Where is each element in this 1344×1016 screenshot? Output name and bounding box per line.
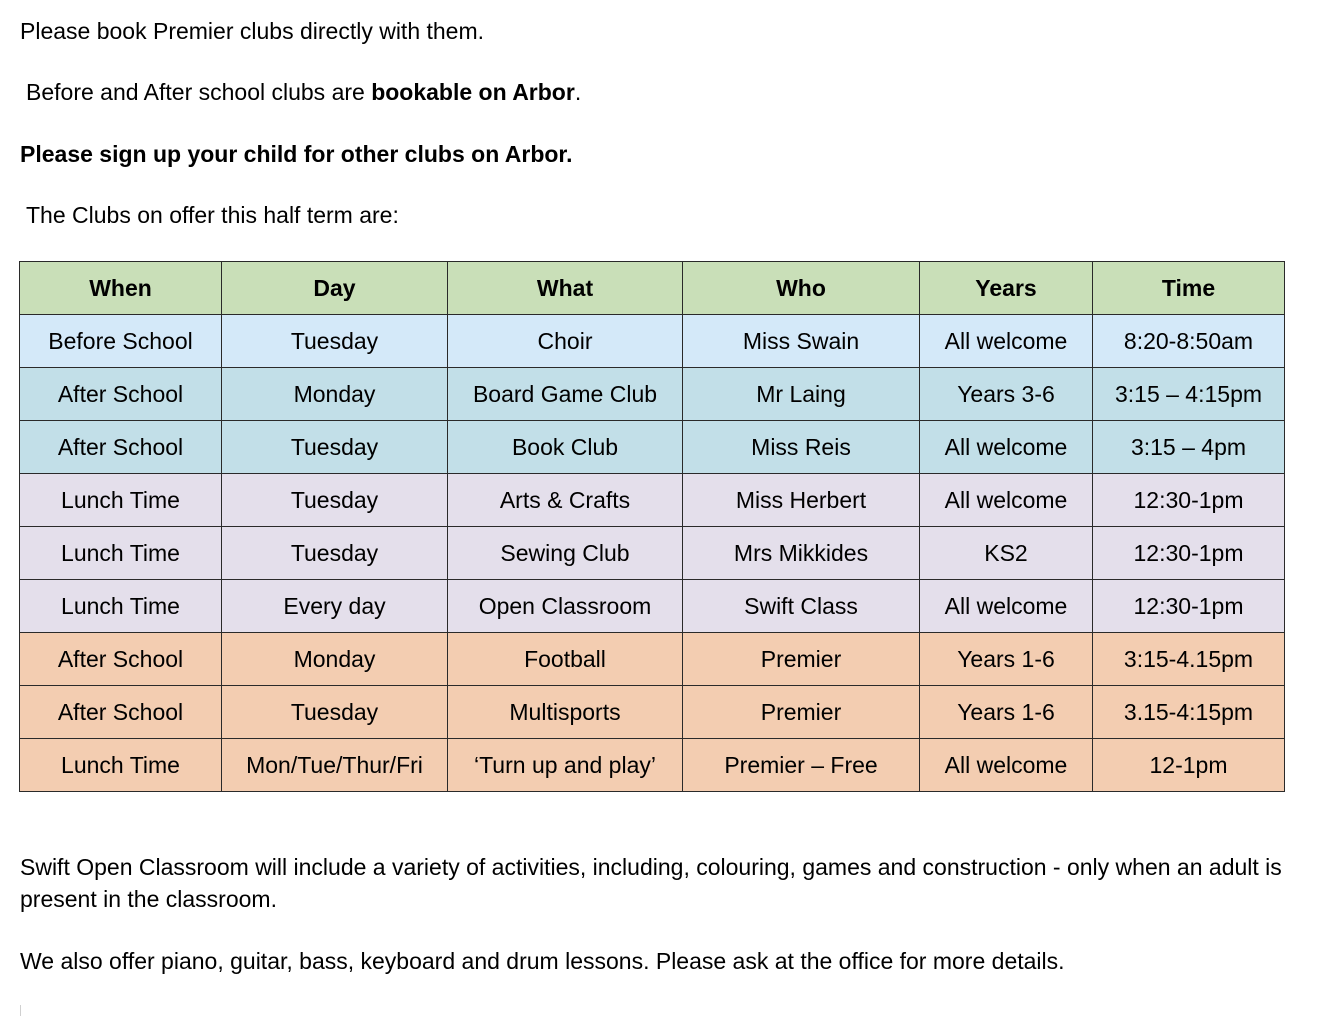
cell-years: All welcome (920, 315, 1093, 368)
header-when: When (20, 262, 222, 315)
cell-when: After School (20, 633, 222, 686)
arbor-booking-note (26, 76, 581, 108)
cell-when: After School (20, 368, 222, 421)
cell-time: 12-1pm (1093, 739, 1285, 792)
header-who: Who (683, 262, 920, 315)
cell-what: Board Game Club (448, 368, 683, 421)
music-lessons-note: We also offer piano, guitar, bass, keyboard and drum lessons. Please ask at the office for more details. (20, 948, 1065, 974)
table-row (20, 474, 1285, 527)
cell-who: Miss Herbert (683, 474, 920, 527)
open-classroom-note: Swift Open Classroom will include a variety of activities, including, colouring, games and construction - only when an adult is present in the classroom. (20, 854, 1282, 912)
cell-day: Mon/Tue/Thur/Fri (222, 739, 448, 792)
cell-day: Tuesday (222, 421, 448, 474)
cell-years: KS2 (920, 527, 1093, 580)
cell-time: 3.15-4:15pm (1093, 686, 1285, 739)
premier-booking-note: Please book Premier clubs directly with them. (20, 18, 485, 44)
cell-who: Premier (683, 686, 920, 739)
cell-what: Choir (448, 315, 683, 368)
cell-who: Mr Laing (683, 368, 920, 421)
cell-time: 12:30-1pm (1093, 474, 1285, 527)
cell-day: Tuesday (222, 315, 448, 368)
header-what: What (448, 262, 683, 315)
table-header-row (20, 262, 1285, 315)
table-row (20, 315, 1285, 368)
clubs-intro: The Clubs on offer this half term are: (26, 202, 399, 228)
cell-when: After School (20, 421, 222, 474)
cell-time: 8:20-8:50am (1093, 315, 1285, 368)
cell-what: Sewing Club (448, 527, 683, 580)
cell-when: Lunch Time (20, 739, 222, 792)
cell-when: After School (20, 686, 222, 739)
header-years: Years (920, 262, 1093, 315)
cell-what: Football (448, 633, 683, 686)
cell-day: Tuesday (222, 527, 448, 580)
cell-years: Years 1-6 (920, 633, 1093, 686)
cell-who: Premier (683, 633, 920, 686)
cell-time: 12:30-1pm (1093, 580, 1285, 633)
cell-what: Arts & Crafts (448, 474, 683, 527)
cell-who: Miss Swain (683, 315, 920, 368)
table-row (20, 580, 1285, 633)
cell-time: 3:15 – 4pm (1093, 421, 1285, 474)
cell-years: All welcome (920, 580, 1093, 633)
cell-years: All welcome (920, 421, 1093, 474)
table-row (20, 739, 1285, 792)
cell-day: Monday (222, 633, 448, 686)
cell-when: Lunch Time (20, 474, 222, 527)
cell-time: 3:15-4.15pm (1093, 633, 1285, 686)
clubs-table (19, 261, 1285, 792)
cell-years: Years 1-6 (920, 686, 1093, 739)
header-day: Day (222, 262, 448, 315)
arbor-note-bold: bookable on Arbor (371, 79, 575, 105)
cell-who: Miss Reis (683, 421, 920, 474)
table-row (20, 633, 1285, 686)
cell-day: Tuesday (222, 474, 448, 527)
cell-when: Lunch Time (20, 580, 222, 633)
cell-who: Swift Class (683, 580, 920, 633)
cell-what: Multisports (448, 686, 683, 739)
cell-when: Lunch Time (20, 527, 222, 580)
text-cursor-mark (20, 1005, 21, 1016)
cell-years: All welcome (920, 474, 1093, 527)
cell-years: Years 3-6 (920, 368, 1093, 421)
table-row (20, 686, 1285, 739)
cell-what: Open Classroom (448, 580, 683, 633)
table-row (20, 527, 1285, 580)
cell-what: Book Club (448, 421, 683, 474)
sign-up-instruction: Please sign up your child for other clubs on Arbor. (20, 141, 573, 167)
cell-who: Premier – Free (683, 739, 920, 792)
cell-when: Before School (20, 315, 222, 368)
cell-day: Monday (222, 368, 448, 421)
cell-day: Every day (222, 580, 448, 633)
cell-what: ‘Turn up and play’ (448, 739, 683, 792)
cell-years: All welcome (920, 739, 1093, 792)
table-row (20, 421, 1285, 474)
cell-who: Mrs Mikkides (683, 527, 920, 580)
table-row (20, 368, 1285, 421)
cell-day: Tuesday (222, 686, 448, 739)
header-time: Time (1093, 262, 1285, 315)
cell-time: 3:15 – 4:15pm (1093, 368, 1285, 421)
arbor-note-suffix: . (574, 79, 582, 105)
arbor-note-prefix: Before and After school clubs are (26, 79, 372, 105)
cell-time: 12:30-1pm (1093, 527, 1285, 580)
